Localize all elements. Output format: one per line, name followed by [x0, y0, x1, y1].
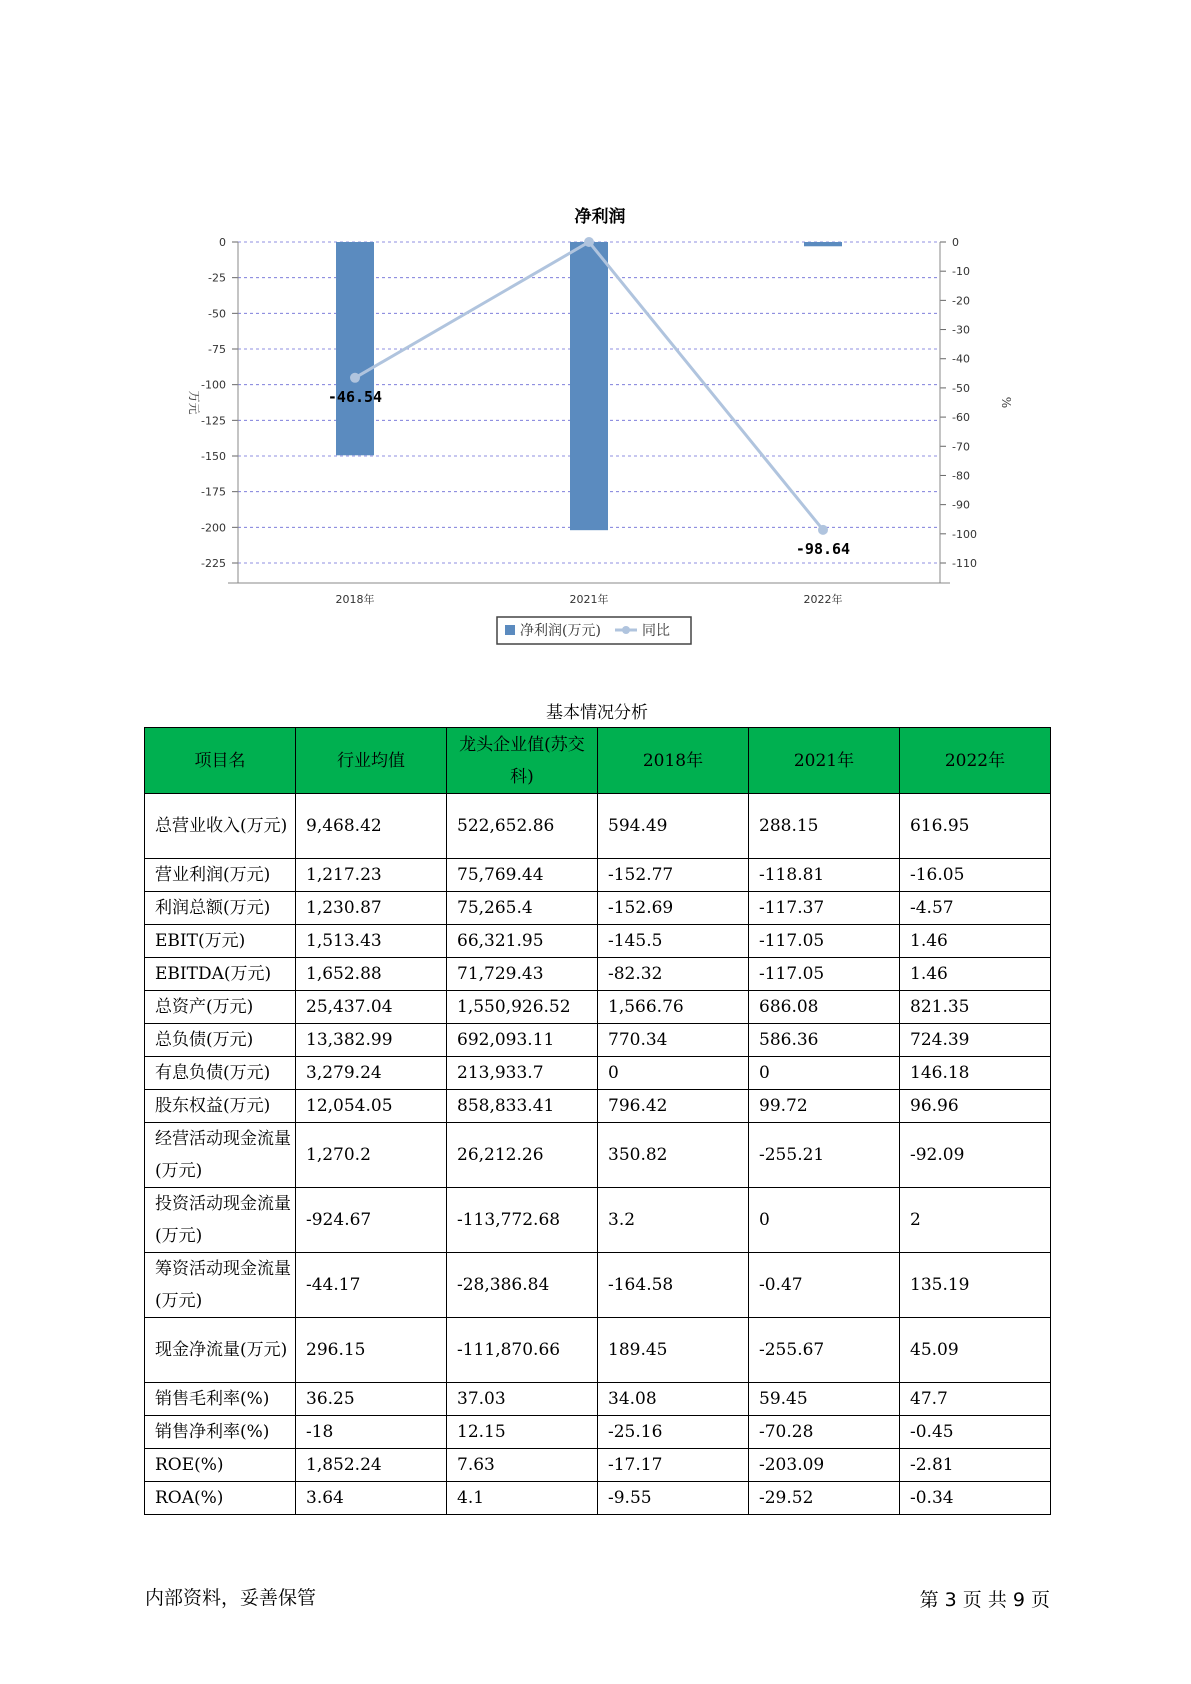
cell-value: 288.15	[749, 794, 900, 859]
table-row	[145, 1057, 1051, 1090]
table-row	[145, 892, 1051, 925]
table-body	[145, 794, 1051, 1515]
cell-value: 1,566.76	[598, 991, 749, 1024]
cell-value: -17.17	[598, 1449, 749, 1482]
bar	[804, 242, 842, 246]
table-row	[145, 991, 1051, 1024]
cell-value: -70.28	[749, 1416, 900, 1449]
table-header-row	[145, 728, 1051, 794]
left-tick-label: -200	[201, 521, 226, 535]
cell-value: -164.58	[598, 1253, 749, 1318]
bar	[336, 242, 374, 455]
x-tick-label: 2022年	[803, 593, 843, 606]
cell-value: 1,652.88	[296, 958, 447, 991]
cell-value: -117.05	[749, 925, 900, 958]
cell-value: 75,265.4	[447, 892, 598, 925]
row-label: 总营业收入(万元)	[145, 794, 296, 859]
table-row	[145, 1416, 1051, 1449]
cell-value: 1,217.23	[296, 859, 447, 892]
row-label: ROA(%)	[145, 1482, 296, 1515]
table-row	[145, 1123, 1051, 1188]
cell-value: -113,772.68	[447, 1188, 598, 1253]
cell-value: 75,769.44	[447, 859, 598, 892]
cell-value: 522,652.86	[447, 794, 598, 859]
table-row	[145, 859, 1051, 892]
cell-value: 821.35	[900, 991, 1051, 1024]
cell-value: 12,054.05	[296, 1090, 447, 1123]
table-row	[145, 1482, 1051, 1515]
right-tick-label: -80	[952, 469, 970, 483]
data-label: -98.64	[795, 539, 851, 558]
footer-page-number: 第 3 页 共 9 页	[919, 1589, 1050, 1611]
table-row	[145, 925, 1051, 958]
chart-svg	[150, 190, 1050, 650]
net-profit-chart	[150, 190, 1050, 650]
cell-value: 770.34	[598, 1024, 749, 1057]
cell-value: 34.08	[598, 1383, 749, 1416]
cell-value: -152.69	[598, 892, 749, 925]
left-tick-label: -175	[201, 485, 226, 499]
right-tick-label: 0	[952, 236, 959, 249]
cell-value: -0.45	[900, 1416, 1051, 1449]
right-tick-label: -110	[952, 557, 977, 570]
legend-line-label: 同比	[642, 623, 670, 639]
cell-value: -255.67	[749, 1318, 900, 1383]
cell-value: -2.81	[900, 1449, 1051, 1482]
row-label: 投资活动现金流量(万元)	[145, 1188, 296, 1253]
cell-value: -203.09	[749, 1449, 900, 1482]
cell-value: 0	[598, 1057, 749, 1090]
cell-value: 12.15	[447, 1416, 598, 1449]
cell-value: 59.45	[749, 1383, 900, 1416]
row-label: 经营活动现金流量(万元)	[145, 1123, 296, 1188]
left-tick-label: -150	[201, 450, 226, 463]
cell-value: -25.16	[598, 1416, 749, 1449]
cell-value: 1,230.87	[296, 892, 447, 925]
cell-value: -0.34	[900, 1482, 1051, 1515]
cell-value: -117.05	[749, 958, 900, 991]
cell-value: -152.77	[598, 859, 749, 892]
cell-value: 1.46	[900, 958, 1051, 991]
cell-value: 3.2	[598, 1188, 749, 1253]
cell-value: 135.19	[900, 1253, 1051, 1318]
table-row	[145, 1024, 1051, 1057]
right-tick-label: -50	[952, 381, 970, 395]
bar	[570, 242, 608, 530]
cell-value: 25,437.04	[296, 991, 447, 1024]
cell-value: 0	[749, 1188, 900, 1253]
right-tick-label: -90	[952, 498, 970, 512]
chart-title: 净利润	[574, 207, 626, 227]
row-label: ROE(%)	[145, 1449, 296, 1482]
cell-value: 189.45	[598, 1318, 749, 1383]
cell-value: -111,870.66	[447, 1318, 598, 1383]
cell-value: 586.36	[749, 1024, 900, 1057]
cell-value: 66,321.95	[447, 925, 598, 958]
cell-value: 96.96	[900, 1090, 1051, 1123]
cell-value: 1,270.2	[296, 1123, 447, 1188]
row-label: 销售净利率(%)	[145, 1416, 296, 1449]
table-row	[145, 1449, 1051, 1482]
right-tick-label: -30	[952, 323, 970, 337]
yoy-point	[350, 373, 360, 383]
header-year-2018: 2018年	[598, 728, 749, 794]
cell-value: -28,386.84	[447, 1253, 598, 1318]
cell-value: -117.37	[749, 892, 900, 925]
cell-value: 858,833.41	[447, 1090, 598, 1123]
cell-value: 1,550,926.52	[447, 991, 598, 1024]
right-tick-label: -100	[952, 527, 977, 541]
table-row	[145, 1253, 1051, 1318]
footer-confidential-note: 内部资料，妥善保管	[145, 1587, 317, 1609]
table-row	[145, 1090, 1051, 1123]
left-tick-label: -75	[208, 343, 226, 356]
cell-value: 71,729.43	[447, 958, 598, 991]
cell-value: -0.47	[749, 1253, 900, 1318]
table-row	[145, 1318, 1051, 1383]
table-caption: 基本情况分析	[546, 703, 648, 723]
cell-value: 686.08	[749, 991, 900, 1024]
right-tick-label: -70	[952, 440, 970, 454]
cell-value: -44.17	[296, 1253, 447, 1318]
cell-value: 616.95	[900, 794, 1051, 859]
data-label: -46.54	[327, 387, 383, 406]
row-label: 总负债(万元)	[145, 1024, 296, 1057]
left-axis-title: 万元	[187, 390, 201, 415]
cell-value: 350.82	[598, 1123, 749, 1188]
right-tick-label: -40	[952, 352, 970, 366]
header-year-2021: 2021年	[749, 728, 900, 794]
cell-value: 4.1	[447, 1482, 598, 1515]
left-tick-label: -100	[201, 378, 226, 392]
legend-bar-label: 净利润(万元)	[520, 623, 601, 639]
cell-value: -29.52	[749, 1482, 900, 1515]
cell-value: -92.09	[900, 1123, 1051, 1188]
basic-analysis-table	[144, 727, 1051, 1515]
left-tick-label: -50	[208, 307, 226, 321]
row-label: 销售毛利率(%)	[145, 1383, 296, 1416]
cell-value: 3,279.24	[296, 1057, 447, 1090]
cell-value: 45.09	[900, 1318, 1051, 1383]
cell-value: 2	[900, 1188, 1051, 1253]
cell-value: -16.05	[900, 859, 1051, 892]
right-axis-title: %	[999, 396, 1013, 409]
header-leader-value: 龙头企业值(苏交科)	[447, 728, 598, 794]
cell-value: 594.49	[598, 794, 749, 859]
row-label: EBITDA(万元)	[145, 958, 296, 991]
table-row	[145, 958, 1051, 991]
table-row	[145, 1383, 1051, 1416]
row-label: 营业利润(万元)	[145, 859, 296, 892]
cell-value: 37.03	[447, 1383, 598, 1416]
header-year-2022: 2022年	[900, 728, 1051, 794]
cell-value: -118.81	[749, 859, 900, 892]
row-label: EBIT(万元)	[145, 925, 296, 958]
cell-value: 3.64	[296, 1482, 447, 1515]
cell-value: -145.5	[598, 925, 749, 958]
cell-value: 296.15	[296, 1318, 447, 1383]
cell-value: 146.18	[900, 1057, 1051, 1090]
cell-value: 0	[749, 1057, 900, 1090]
header-industry-average: 行业均值	[296, 728, 447, 794]
cell-value: 1.46	[900, 925, 1051, 958]
cell-value: 692,093.11	[447, 1024, 598, 1057]
right-tick-label: -60	[952, 411, 970, 425]
left-tick-label: -25	[208, 271, 226, 285]
right-tick-label: -20	[952, 294, 970, 308]
cell-value: 796.42	[598, 1090, 749, 1123]
cell-value: 26,212.26	[447, 1123, 598, 1188]
cell-value: -18	[296, 1416, 447, 1449]
yoy-point	[584, 237, 594, 247]
cell-value: -924.67	[296, 1188, 447, 1253]
cell-value: 724.39	[900, 1024, 1051, 1057]
table-row	[145, 1188, 1051, 1253]
legend-bar-swatch	[505, 625, 515, 635]
row-label: 股东权益(万元)	[145, 1090, 296, 1123]
cell-value: 13,382.99	[296, 1024, 447, 1057]
header-item-name: 项目名	[145, 728, 296, 794]
table-row	[145, 794, 1051, 859]
yoy-point	[818, 525, 828, 535]
row-label: 筹资活动现金流量(万元)	[145, 1253, 296, 1318]
row-label: 有息负债(万元)	[145, 1057, 296, 1090]
cell-value: -9.55	[598, 1482, 749, 1515]
left-tick-label: -225	[201, 557, 226, 570]
legend-line-marker	[622, 626, 630, 634]
cell-value: -255.21	[749, 1123, 900, 1188]
cell-value: 213,933.7	[447, 1057, 598, 1090]
row-label: 利润总额(万元)	[145, 892, 296, 925]
cell-value: 1,513.43	[296, 925, 447, 958]
x-tick-label: 2021年	[569, 593, 609, 606]
row-label: 总资产(万元)	[145, 991, 296, 1024]
cell-value: 36.25	[296, 1383, 447, 1416]
right-tick-label: -10	[952, 265, 970, 279]
left-tick-label: 0	[219, 236, 226, 249]
row-label: 现金净流量(万元)	[145, 1318, 296, 1383]
cell-value: -82.32	[598, 958, 749, 991]
cell-value: 9,468.42	[296, 794, 447, 859]
left-tick-label: -125	[201, 414, 226, 428]
cell-value: 7.63	[447, 1449, 598, 1482]
cell-value: -4.57	[900, 892, 1051, 925]
x-tick-label: 2018年	[335, 593, 375, 606]
cell-value: 1,852.24	[296, 1449, 447, 1482]
cell-value: 47.7	[900, 1383, 1051, 1416]
cell-value: 99.72	[749, 1090, 900, 1123]
